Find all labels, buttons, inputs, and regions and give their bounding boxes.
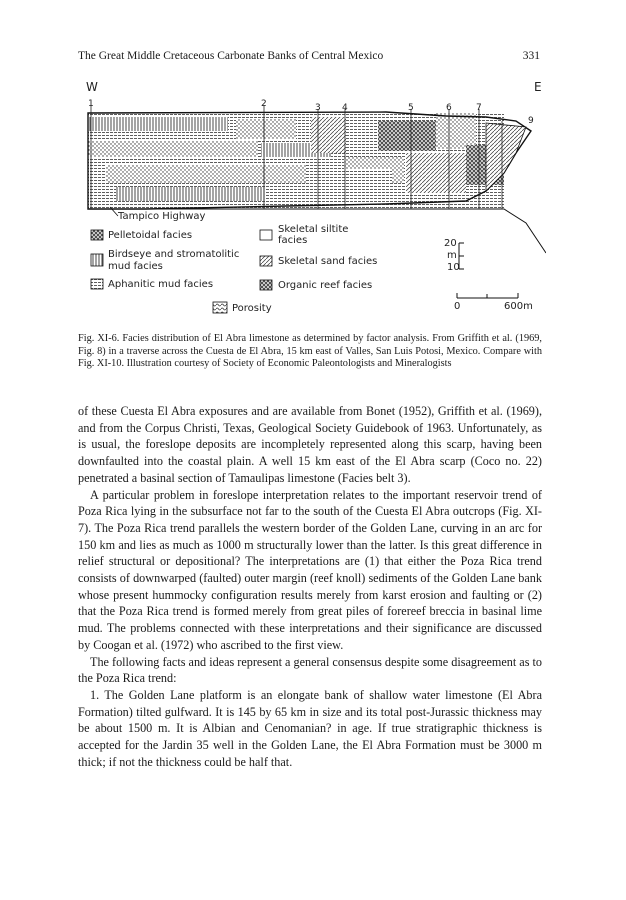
section-number: 3: [315, 103, 321, 113]
east-label: E: [534, 80, 542, 94]
legend-label-organic-reef: Organic reef facies: [278, 280, 373, 291]
facies-band: [311, 117, 346, 153]
legend-swatch-skeletal-sand: [260, 256, 272, 266]
running-title: The Great Middle Cretaceous Carbonate Banks of Central Mexico: [78, 50, 384, 62]
paragraph: The following facts and ideas represent a general consensus despite some disagreement as to the Poza Rica trend:: [78, 654, 542, 686]
legend-swatch-organic-reef: [260, 280, 272, 290]
legend-label-skeletal-siltite-2: facies: [278, 235, 308, 246]
facies-band: [106, 165, 306, 183]
legend-label-birdseye: Birdseye and stromatolitic: [108, 249, 240, 260]
facies-figure: [86, 80, 546, 323]
legend-label-aphanitic: Aphanitic mud facies: [108, 279, 214, 290]
section-number: 7: [476, 103, 482, 113]
facies-band: [406, 153, 466, 193]
legend-label-skeletal-sand: Skeletal sand facies: [278, 256, 378, 267]
vertical-scale-unit: m: [447, 250, 457, 261]
body-text: [78, 403, 542, 770]
legend-label-birdseye-2: mud facies: [108, 261, 163, 272]
horizontal-scale-end: 600m: [504, 301, 533, 312]
legend-swatch-aphanitic: [91, 279, 103, 289]
facies-band: [236, 119, 296, 139]
section-number: 6: [446, 103, 452, 113]
section-number: 5: [408, 103, 414, 113]
legend-swatch-birdseye: [91, 254, 103, 266]
paragraph: of these Cuesta El Abra exposures and are available from Bonet (1952), Griffith et al. (1969), and from the Corpus Christi, Texas, Geological Society Guidebook of 1963. Unfortunately, as is usual, the foreslope deposits are incompletely represented along this scarp, having been downfaulted into the coastal plain. A well 15 km east of the El Abra scarp (Coco no. 22) penetrated a basinal section of Tamaulipas limestone (Facies belt 3).: [78, 404, 542, 485]
facies-band: [88, 117, 228, 131]
facies-band: [116, 187, 266, 201]
slope-wedge: [486, 123, 526, 191]
facies-band: [88, 141, 258, 157]
facies-band: [322, 169, 392, 185]
legend-swatch-porosity: [213, 302, 227, 313]
legend-label-pelletoidal: Pelletoidal facies: [108, 230, 193, 241]
figure-caption: Fig. XI-6. Facies distribution of El Abra limestone as determined by factor analysis. From Griffith et al. (1969, Fig. 8) in a traverse across the Cuesta de El Abra, 15 km east of Valles, San Luis Potosi, Mexico. Compare with Fig. XI-10. Illustration courtesy of Society of Economic Paleontologists and Mineralogists: [78, 333, 542, 370]
vertical-scale-label: 20: [444, 238, 457, 249]
legend-swatch-skeletal-siltite: [260, 230, 272, 240]
facies-band: [378, 121, 436, 151]
section-number: 4: [342, 103, 348, 113]
legend-swatch-pelletoidal: [91, 230, 103, 240]
section-number: 1: [88, 99, 94, 109]
vertical-scale-label: 10: [447, 262, 460, 273]
section-number: 9: [528, 116, 534, 126]
legend-label-skeletal-siltite: Skeletal siltite: [278, 224, 349, 235]
running-header: [78, 50, 540, 62]
road-label: Tampico Highway: [118, 211, 206, 222]
page-number: 331: [522, 50, 540, 62]
horizontal-scale-start: 0: [454, 301, 461, 312]
legend-label-porosity: Porosity: [232, 303, 272, 314]
facies-band: [436, 113, 476, 149]
section-number: 2: [261, 99, 267, 109]
west-label: W: [86, 80, 98, 94]
paragraph: A particular problem in foreslope interpretation relates to the important reservoir trend of Poza Rica lying in the subsurface not far to the south of the Cuesta El Abra outcrops (Fig. XI-7). The Poza Rica trend parallels the western border of the Golden Lane, curving in an arc for 150 km and lies as much as 1000 m structurally lower than the latter. Is this great difference in relief structural or depositional? The interpretations are (1) that either the Poza Rica trend consists of downwarped (faulted) outer margin (reef knoll) sediments of the Golden Lane bank whose present hummocky configuration results merely from karst erosion and faulting or (2) that the Poza Rica trend is formed merely from great piles of forereef breccia in basinal lime mud. The problems connected with these interpretations and their significance are discussed by Coogan et al. (1972) who ascribed to the first view.: [78, 487, 542, 652]
paragraph: 1. The Golden Lane platform is an elongate bank of shallow water limestone (El Abra Formation) tilted gulfward. It is 145 by 65 km in size and its total post-Jurassic thickness may be about 1500 m. It is Albian and Cenomanian? in age. If true stratigraphic thickness is accepted for the Jardin 35 well in the Golden Lane, the El Abra Formation must be 3000 m thick; if not the thickness could be half that.: [78, 687, 542, 769]
